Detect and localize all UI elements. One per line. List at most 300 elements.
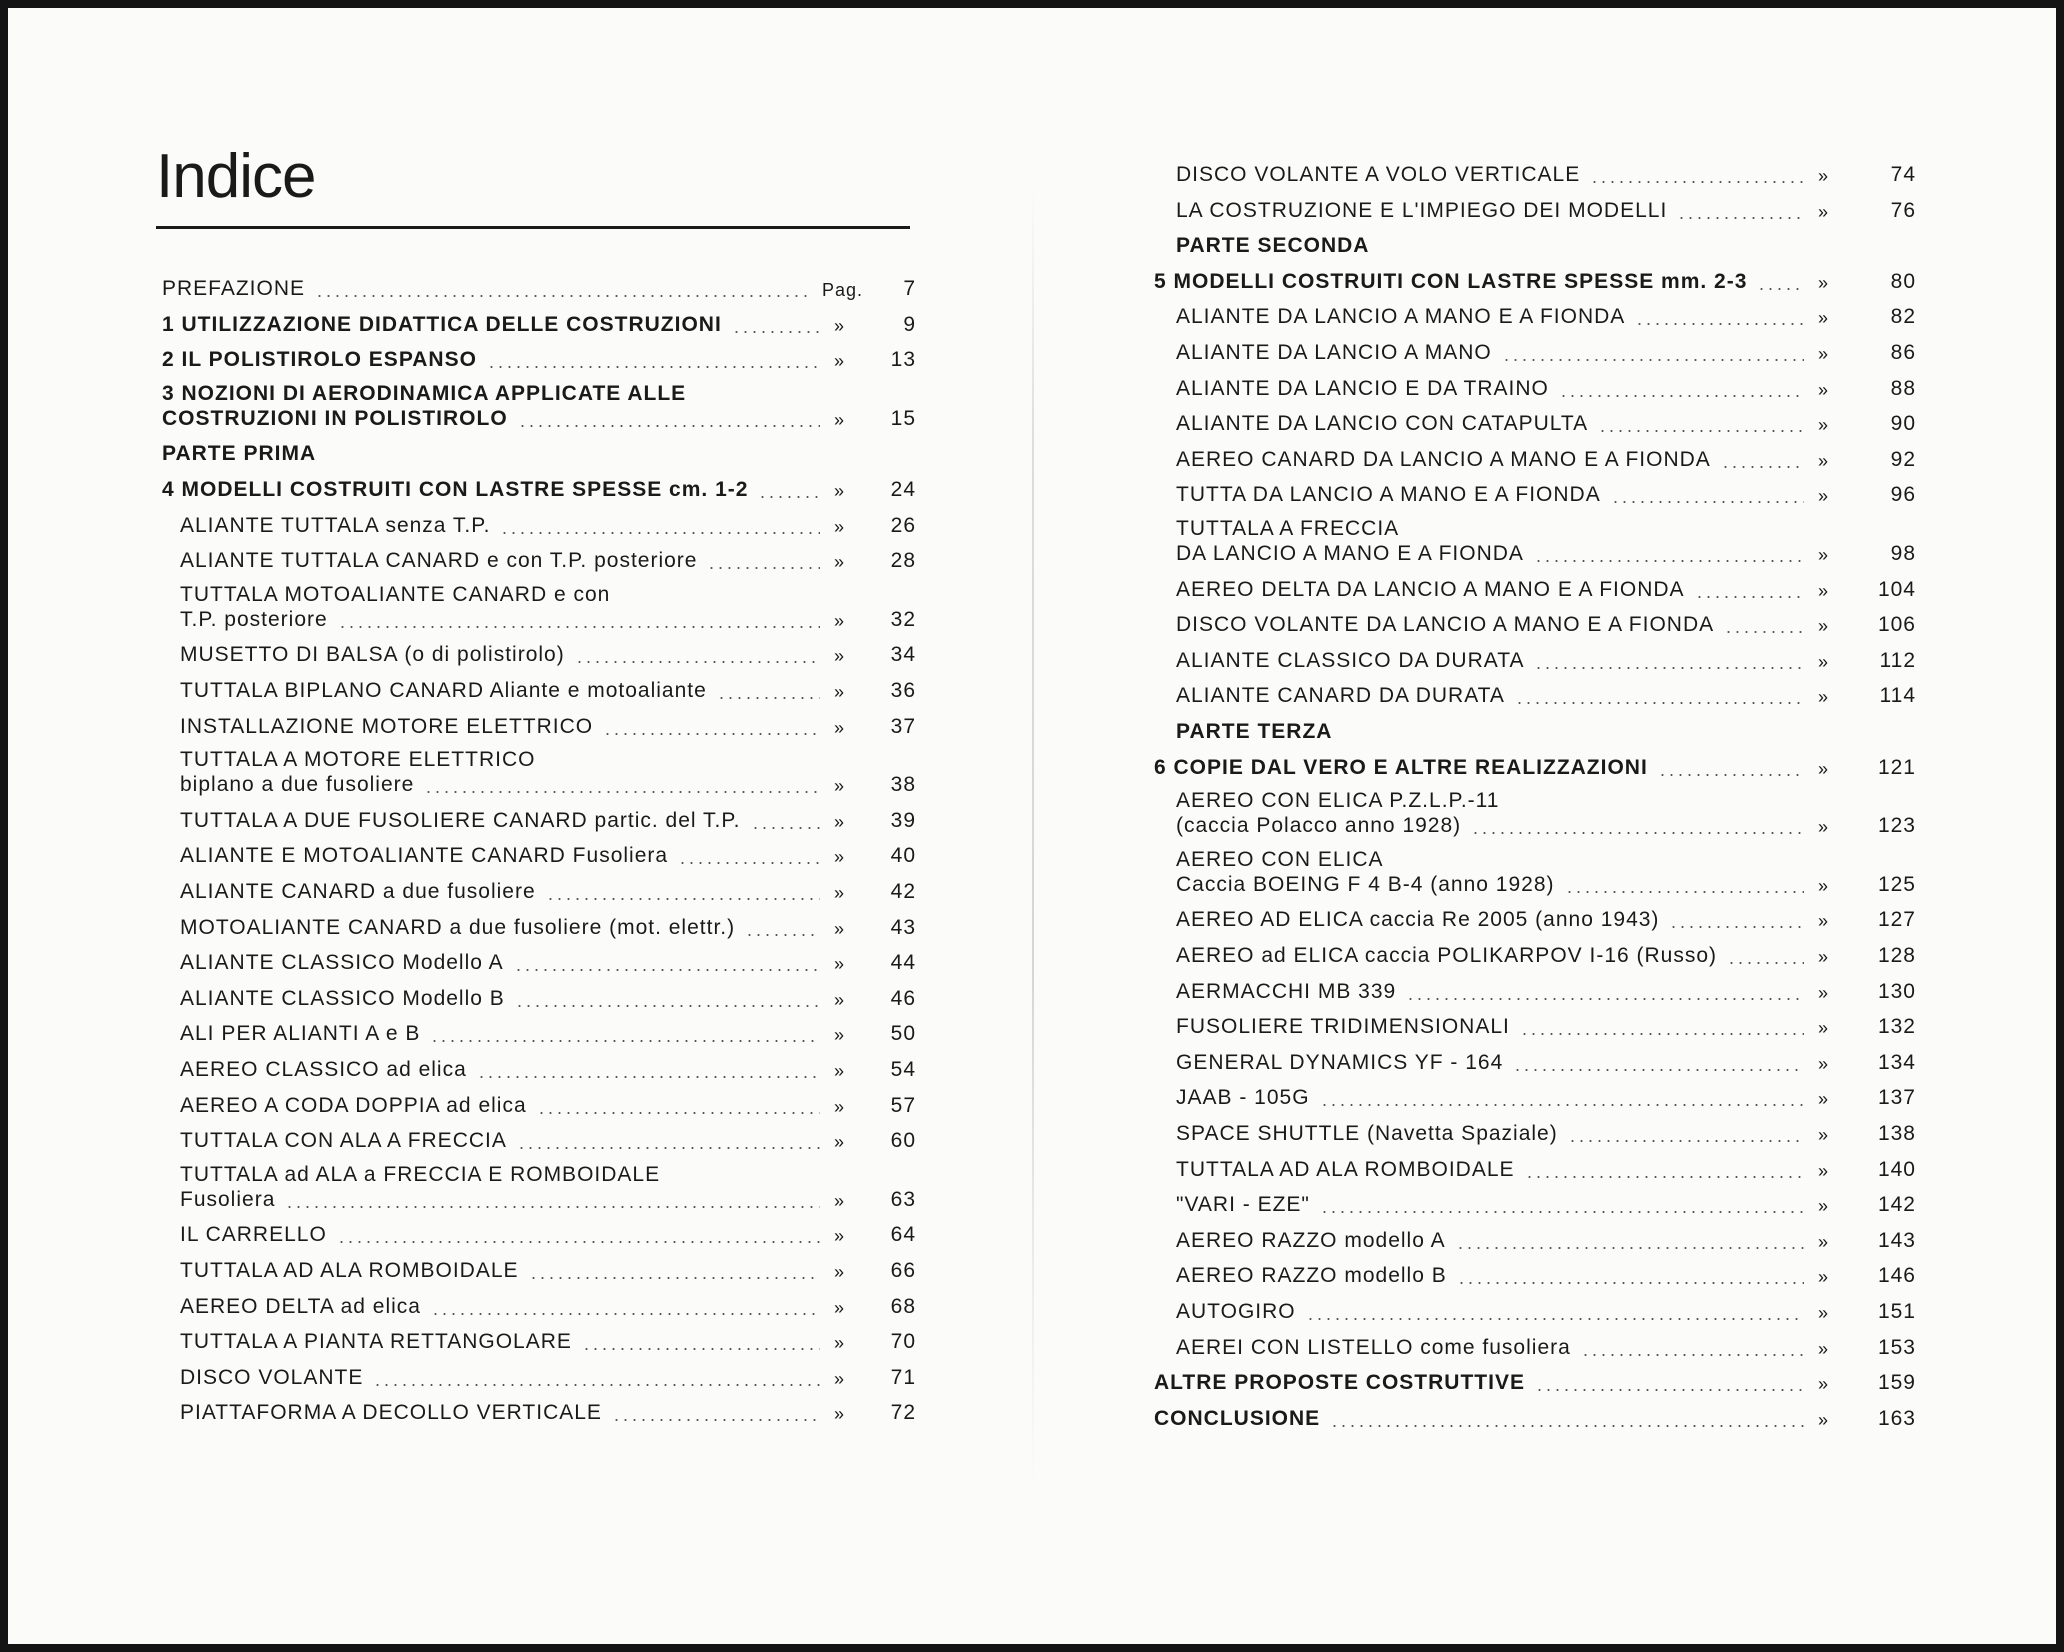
toc-page-number: 72	[890, 1401, 916, 1425]
toc-entry	[162, 805, 916, 833]
toc-ditto-mark: »	[1818, 875, 1830, 896]
toc-entry-title: AERMACCHI MB 339	[1176, 979, 1397, 1003]
toc-ditto-mark: Pag.	[822, 280, 864, 300]
toc-entry-title: DISCO VOLANTE	[180, 1365, 364, 1389]
toc-entry-title: ALIANTE CLASSICO DA DURATA	[1176, 648, 1525, 672]
toc-dot-leader	[717, 697, 820, 699]
toc-page-number: 90	[1890, 412, 1916, 436]
toc-ditto-mark: »	[834, 918, 846, 939]
toc-page-number: 37	[890, 714, 916, 738]
toc-page-number: 123	[1877, 814, 1916, 838]
toc-ditto-mark: »	[1818, 947, 1830, 967]
toc-ditto-mark: »	[834, 1190, 846, 1211]
toc-ditto-mark: »	[834, 883, 846, 903]
toc-entry-title: AEREO CANARD DA LANCIO A MANO E A FIONDA	[1176, 447, 1711, 471]
toc-entry	[1154, 1260, 1916, 1288]
toc-dot-leader	[1471, 832, 1804, 834]
toc-dot-leader	[515, 1005, 820, 1007]
toc-ditto-mark: »	[834, 1297, 846, 1318]
toc-entry	[1154, 373, 1916, 401]
toc-page-number: 7	[903, 277, 916, 300]
toc-entry-title: DISCO VOLANTE DA LANCIO A MANO E A FIONDA	[1176, 613, 1715, 637]
toc-entry	[162, 1162, 916, 1212]
toc-page-number: 82	[1890, 305, 1916, 329]
toc-dot-leader	[1457, 1282, 1804, 1284]
toc-entry-title: ALIANTE CLASSICO Modello B	[180, 986, 505, 1010]
toc-dot-leader	[1525, 1176, 1804, 1178]
toc-entry	[162, 1397, 916, 1425]
toc-ditto-mark: »	[834, 811, 846, 832]
toc-page-number: 96	[1890, 483, 1916, 507]
toc-entry-title: 4 MODELLI COSTRUITI CON LASTRE SPESSE cm. 1-2	[162, 478, 749, 501]
toc-dot-leader	[1598, 430, 1804, 432]
toc-page-number: 114	[1879, 684, 1916, 708]
toc-page-number: 125	[1877, 872, 1916, 896]
toc-dot-leader	[1635, 323, 1804, 325]
toc-entry-title: Fusoliera	[180, 1187, 276, 1211]
toc-ditto-mark: »	[1818, 758, 1830, 779]
toc-entry-title: (caccia Polacco anno 1928)	[1176, 814, 1462, 838]
toc-dot-leader	[582, 1348, 820, 1350]
book-spread	[8, 8, 2056, 1644]
toc-entry-title: "VARI - EZE"	[1176, 1193, 1310, 1217]
toc-entry	[1154, 408, 1916, 436]
toc-entry	[162, 474, 916, 502]
toc-part-heading	[162, 438, 916, 466]
toc-ditto-mark: »	[1818, 1231, 1830, 1252]
toc-ditto-mark: »	[834, 1333, 846, 1354]
toc-page-number: 106	[1877, 613, 1916, 637]
toc-entry-title-line1: 3 NOZIONI DI AERODINAMICA APPLICATE ALLE	[162, 381, 687, 405]
toc-entry-title-line1: TUTTALA ad ALA a FRECCIA E ROMBOIDALE	[180, 1162, 661, 1186]
right-page	[1034, 8, 2056, 1644]
toc-dot-leader	[1669, 926, 1804, 928]
toc-entry	[1154, 1047, 1916, 1075]
toc-entry-title: GENERAL DYNAMICS YF - 164	[1176, 1050, 1504, 1074]
toc-page-number: 98	[1890, 542, 1916, 565]
toc-ditto-mark: »	[1818, 911, 1830, 932]
toc-dot-leader	[514, 969, 820, 971]
toc-ditto-mark: »	[834, 989, 846, 1010]
toc-entry-title: ALIANTE E MOTOALIANTE CANARD Fusoliera	[180, 844, 669, 868]
toc-page-number: 159	[1877, 1371, 1916, 1395]
toc-part-heading-text: PARTE TERZA	[1176, 720, 1333, 743]
toc-entry-title: ALTRE PROPOSTE COSTRUTTIVE	[1154, 1371, 1525, 1395]
toc-entry	[1154, 337, 1916, 365]
toc-entry	[1154, 1154, 1916, 1182]
toc-entry	[1154, 1403, 1916, 1431]
toc-dot-leader	[1502, 359, 1804, 361]
toc-entry-title: ALIANTE CANARD a due fusoliere	[180, 880, 536, 903]
toc-page-number: 130	[1877, 979, 1916, 1003]
toc-page-number: 151	[1877, 1300, 1916, 1323]
toc-entry-title-line1: AEREO CON ELICA P.Z.L.P.-11	[1176, 789, 1500, 813]
toc-page-number: 50	[890, 1022, 916, 1046]
toc-entry-title: TUTTALA CON ALA A FRECCIA	[180, 1129, 507, 1153]
toc-page-number: 39	[890, 808, 916, 832]
toc-page-number: 163	[1877, 1406, 1916, 1430]
toc-entry-title: DA LANCIO A MANO E A FIONDA	[1176, 542, 1524, 565]
toc-page-number: 80	[1890, 269, 1916, 293]
left-page	[8, 8, 1032, 1644]
toc-dot-leader	[1721, 466, 1804, 468]
toc-page-number: 46	[890, 986, 916, 1010]
toc-dot-leader	[1513, 1069, 1804, 1071]
toc-dot-leader	[1406, 998, 1804, 1000]
toc-dot-leader	[1677, 217, 1804, 219]
toc-page-number: 70	[890, 1330, 916, 1354]
toc-ditto-mark: »	[1818, 201, 1830, 222]
toc-page-number: 28	[890, 549, 916, 573]
toc-entry-title: AEREO A CODA DOPPIA ad elica	[180, 1093, 527, 1117]
toc-entry	[1154, 574, 1916, 602]
toc-ditto-mark: »	[1818, 580, 1830, 601]
toc-dot-leader	[707, 567, 820, 569]
toc-page-number: 42	[890, 880, 916, 903]
toc-entry	[162, 309, 916, 337]
toc-ditto-mark: »	[1818, 1267, 1830, 1288]
toc-ditto-mark: »	[834, 1061, 846, 1081]
toc-page-number: 57	[890, 1093, 916, 1117]
toc-entry-title: ALIANTE CLASSICO Modello A	[180, 951, 504, 975]
toc-entry	[1154, 517, 1916, 566]
page-title: Indice	[156, 142, 316, 211]
toc-page-number: 32	[890, 607, 916, 631]
toc-entry	[162, 1362, 916, 1390]
toc-dot-leader	[1320, 1104, 1804, 1106]
toc-dot-leader	[732, 331, 820, 333]
toc-entry-title: 6 COPIE DAL VERO E ALTRE REALIZZAZIONI	[1154, 755, 1648, 779]
toc-entry	[162, 273, 916, 301]
toc-page-number: 127	[1877, 908, 1916, 932]
toc-page-number: 132	[1877, 1015, 1916, 1039]
toc-dot-leader	[1757, 288, 1804, 290]
toc-entry	[162, 1326, 916, 1354]
toc-entry	[1154, 1225, 1916, 1253]
toc-dot-leader	[1520, 1033, 1804, 1035]
toc-entry	[162, 639, 916, 667]
toc-entry	[1154, 1082, 1916, 1110]
toc-entry-title: TUTTALA AD ALA ROMBOIDALE	[180, 1259, 519, 1282]
toc-page-number: 24	[890, 478, 916, 501]
toc-ditto-mark: »	[834, 481, 846, 501]
toc-dot-leader	[546, 898, 820, 900]
toc-ditto-mark: »	[834, 516, 846, 537]
toc-entry-title: AEREO CLASSICO ad elica	[180, 1058, 467, 1081]
toc-ditto-mark: »	[1818, 486, 1830, 507]
toc-entry	[162, 1054, 916, 1082]
toc-entry-title: ALI PER ALIANTI A e B	[180, 1022, 421, 1046]
toc-page-number: 112	[1879, 648, 1916, 672]
toc-ditto-mark: »	[834, 646, 846, 667]
toc-ditto-mark: »	[1818, 982, 1830, 1003]
toc-dot-leader	[1456, 1247, 1804, 1249]
toc-dot-leader	[1320, 1211, 1804, 1213]
toc-entry	[162, 748, 916, 797]
toc-entry-title-line1: AEREO CON ELICA	[1176, 847, 1384, 871]
toc-ditto-mark: »	[1818, 1303, 1830, 1323]
toc-page-number: 142	[1877, 1193, 1916, 1217]
toc-ditto-mark: »	[834, 1226, 846, 1247]
toc-entry-title: AEREO DELTA DA LANCIO A MANO E A FIONDA	[1176, 577, 1685, 601]
toc-ditto-mark: »	[1818, 687, 1830, 708]
toc-entry-title: ALIANTE TUTTALA CANARD e con T.P. posteriore	[180, 549, 698, 573]
toc-dot-leader	[612, 1419, 820, 1421]
toc-entry	[162, 381, 916, 431]
toc-dot-leader	[1535, 1389, 1804, 1391]
toc-ditto-mark: »	[834, 1368, 846, 1389]
toc-dot-leader	[1611, 501, 1804, 503]
toc-dot-leader	[500, 532, 820, 534]
toc-dot-leader	[1727, 962, 1804, 964]
toc-ditto-mark: »	[1818, 272, 1830, 293]
toc-dot-leader	[430, 1040, 820, 1042]
toc-dot-leader	[431, 1313, 820, 1315]
toc-entry-title: PREFAZIONE	[162, 277, 306, 300]
toc-entry-title: Caccia BOEING F 4 B-4 (anno 1928)	[1176, 872, 1555, 896]
toc-entry	[1154, 159, 1916, 187]
toc-page-number: 68	[890, 1294, 916, 1318]
toc-entry-title: CONCLUSIONE	[1154, 1406, 1321, 1430]
toc-entry	[1154, 1011, 1916, 1039]
toc-entry	[162, 582, 916, 632]
toc-entry-title: AEREO RAZZO modello A	[1176, 1228, 1446, 1252]
toc-page-number: 140	[1877, 1157, 1916, 1181]
toc-entry	[162, 983, 916, 1011]
toc-ditto-mark: »	[1818, 1089, 1830, 1110]
toc-entry-title-line1: TUTTALA A MOTORE ELETTRICO	[180, 748, 536, 772]
toc-ditto-mark: »	[834, 717, 846, 738]
toc-dot-leader	[477, 1076, 820, 1078]
toc-entry	[1154, 1332, 1916, 1360]
toc-entry	[1154, 266, 1916, 294]
toc-dot-leader	[1658, 774, 1804, 776]
toc-page-number: 13	[890, 348, 916, 372]
toc-entry-title: 5 MODELLI COSTRUITI CON LASTRE SPESSE mm. 2-3	[1154, 269, 1748, 293]
toc-dot-leader	[1534, 560, 1804, 562]
toc-entry	[162, 840, 916, 868]
toc-entry	[1154, 609, 1916, 637]
toc-ditto-mark: »	[834, 1132, 846, 1153]
toc-ditto-mark: »	[1818, 1160, 1830, 1181]
toc-entry-title: 2 IL POLISTIROLO ESPANSO	[162, 348, 477, 372]
toc-dot-leader	[745, 934, 820, 936]
toc-page-number: 44	[890, 951, 916, 975]
toc-entry	[1154, 1118, 1916, 1146]
toc-part-heading	[1154, 716, 1916, 744]
toc-entry	[1154, 444, 1916, 472]
toc-entry-title: AEREO ad ELICA caccia POLIKARPOV I-16 (Russo)	[1176, 944, 1718, 967]
toc-page-number: 60	[890, 1129, 916, 1153]
toc-entry	[162, 1219, 916, 1247]
toc-page-number: 36	[890, 679, 916, 702]
toc-entry	[1154, 1189, 1916, 1217]
toc-entry-title-line1: TUTTALA MOTOALIANTE CANARD e con	[180, 582, 611, 606]
toc-entry-title: ALIANTE DA LANCIO A MANO E A FIONDA	[1176, 305, 1626, 329]
toc-page-number: 92	[1890, 447, 1916, 471]
toc-page-number: 134	[1877, 1050, 1916, 1074]
toc-entry-title: ALIANTE DA LANCIO CON CATAPULTA	[1176, 412, 1589, 436]
toc-dot-leader	[1565, 891, 1805, 893]
toc-page-number: 137	[1877, 1086, 1916, 1110]
toc-ditto-mark: »	[834, 610, 846, 631]
toc-ditto-mark: »	[834, 1096, 846, 1117]
toc-entry-title: AUTOGIRO	[1176, 1300, 1296, 1323]
toc-ditto-mark: »	[1818, 651, 1830, 672]
toc-ditto-mark: »	[834, 682, 846, 702]
toc-dot-leader	[1306, 1318, 1804, 1320]
toc-ditto-mark: »	[834, 409, 846, 430]
toc-ditto-mark: »	[1818, 1338, 1830, 1359]
toc-ditto-mark: »	[834, 1025, 846, 1046]
toc-page-number: 146	[1877, 1264, 1916, 1288]
toc-entry-title: INSTALLAZIONE MOTORE ELETTRICO	[180, 714, 594, 738]
toc-page-number: 88	[1890, 376, 1916, 400]
toc-entry	[162, 876, 916, 904]
toc-entry	[162, 912, 916, 940]
toc-entry	[1154, 680, 1916, 708]
toc-entry-title: DISCO VOLANTE A VOLO VERTICALE	[1176, 163, 1581, 186]
toc-ditto-mark: »	[1818, 1374, 1830, 1395]
toc-dot-leader	[1534, 667, 1804, 669]
toc-entry	[1154, 940, 1916, 968]
toc-entry	[1154, 301, 1916, 329]
toc-page-number: 15	[890, 406, 916, 430]
toc-dot-leader	[1590, 181, 1804, 183]
toc-dot-leader	[517, 1147, 820, 1149]
toc-dot-leader	[603, 733, 820, 735]
toc-entry-title: ALIANTE TUTTALA senza T.P.	[180, 513, 491, 537]
toc-entry	[162, 711, 916, 739]
toc-entry-title-line1: TUTTALA A FRECCIA	[1176, 517, 1400, 540]
toc-ditto-mark: »	[1818, 1053, 1830, 1074]
toc-ditto-mark: »	[834, 315, 846, 336]
toc-dot-leader	[1724, 631, 1804, 633]
toc-ditto-mark: »	[1818, 1018, 1830, 1039]
toc-page-number: 64	[890, 1223, 916, 1247]
toc-entry-title: LA COSTRUZIONE E L'IMPIEGO DEI MODELLI	[1176, 198, 1668, 222]
toc-dot-leader	[1695, 596, 1804, 598]
toc-ditto-mark: »	[1818, 450, 1830, 471]
toc-dot-leader	[337, 1241, 820, 1243]
toc-ditto-mark: »	[1818, 1409, 1830, 1430]
toc-entry	[1154, 752, 1916, 780]
toc-ditto-mark: »	[1818, 308, 1830, 329]
toc-ditto-mark: »	[834, 1262, 846, 1282]
toc-ditto-mark: »	[1818, 415, 1830, 436]
toc-page-number: 138	[1877, 1122, 1916, 1145]
toc-dot-leader	[1581, 1354, 1804, 1356]
toc-entry-title: JAAB - 105G	[1176, 1086, 1310, 1110]
toc-dot-leader	[373, 1384, 820, 1386]
toc-ditto-mark: »	[1818, 166, 1830, 186]
toc-entry	[1154, 976, 1916, 1004]
toc-ditto-mark: »	[834, 552, 846, 573]
toc-entry-title: AEREO RAZZO modello B	[1176, 1264, 1447, 1288]
toc-dot-leader	[678, 862, 820, 864]
toc-dot-leader	[1568, 1140, 1804, 1142]
toc-part-heading-text: PARTE PRIMA	[162, 442, 317, 466]
toc-ditto-mark: »	[834, 351, 846, 372]
toc-entry	[1154, 847, 1916, 897]
toc-ditto-mark: »	[1818, 1125, 1830, 1145]
toc-page-number: 43	[890, 915, 916, 939]
toc-entry-title: TUTTALA A DUE FUSOLIERE CANARD partic. del T.P.	[180, 808, 741, 832]
toc-entry-title: COSTRUZIONI IN POLISTIROLO	[162, 406, 508, 430]
toc-dot-leader	[575, 661, 820, 663]
toc-entry	[162, 545, 916, 573]
toc-ditto-mark: »	[1818, 616, 1830, 637]
toc-entry-title: AEREO AD ELICA caccia Re 2005 (anno 1943)	[1176, 908, 1660, 932]
toc-entry	[162, 675, 916, 703]
toc-page-number: 9	[903, 312, 916, 336]
toc-page-number: 104	[1877, 577, 1916, 601]
toc-ditto-mark: »	[834, 1404, 846, 1425]
toc-entry	[1154, 1296, 1916, 1324]
toc-entry	[1154, 1367, 1916, 1395]
toc-entry	[1154, 789, 1916, 838]
toc-ditto-mark: »	[834, 776, 846, 797]
toc-entry-title: MUSETTO DI BALSA (o di polistirolo)	[180, 643, 565, 667]
toc-entry-title: AEREI CON LISTELLO come fusoliera	[1176, 1335, 1571, 1359]
toc-ditto-mark: »	[834, 954, 846, 975]
toc-ditto-mark: »	[834, 847, 846, 868]
toc-dot-leader	[338, 626, 820, 628]
toc-page-number: 128	[1877, 944, 1916, 967]
toc-entry-title: ALIANTE DA LANCIO A MANO	[1176, 341, 1492, 364]
toc-dot-leader	[529, 1277, 820, 1279]
toc-entry	[1154, 645, 1916, 673]
toc-page-number: 143	[1877, 1228, 1916, 1252]
toc-dot-leader	[1330, 1425, 1804, 1427]
toc-entry-title: TUTTALA BIPLANO CANARD Aliante e motoaliante	[180, 679, 707, 702]
toc-dot-leader	[537, 1112, 820, 1114]
toc-entry-title: TUTTA DA LANCIO A MANO E A FIONDA	[1176, 483, 1601, 507]
toc-page-number: 26	[890, 513, 916, 537]
toc-dot-leader	[1515, 702, 1804, 704]
title-rule	[156, 226, 910, 229]
toc-entry	[162, 1255, 916, 1283]
toc-entry-title: ALIANTE CANARD DA DURATA	[1176, 684, 1505, 708]
toc-page-number: 63	[890, 1187, 916, 1211]
toc-ditto-mark: »	[1818, 379, 1830, 400]
toc-entry	[162, 1018, 916, 1046]
toc-dot-leader	[424, 791, 820, 793]
toc-entry-title: MOTOALIANTE CANARD a due fusoliere (mot. elettr.)	[180, 915, 736, 939]
toc-entry-title: T.P. posteriore	[180, 607, 328, 631]
toc-page-number: 74	[1890, 163, 1916, 186]
toc-page-number: 153	[1877, 1335, 1916, 1359]
toc-ditto-mark: »	[1818, 1196, 1830, 1217]
toc-entry-title: TUTTALA AD ALA ROMBOIDALE	[1176, 1157, 1515, 1181]
toc-dot-leader	[487, 366, 820, 368]
toc-ditto-mark: »	[1818, 817, 1830, 838]
toc-ditto-mark: »	[1818, 344, 1830, 364]
toc-page-number: 38	[890, 773, 916, 797]
toc-page-number: 40	[890, 844, 916, 868]
toc-entry	[1154, 195, 1916, 223]
toc-page-number: 34	[890, 643, 916, 667]
toc-entry-title: FUSOLIERE TRIDIMENSIONALI	[1176, 1015, 1510, 1039]
toc-entry-title: AEREO DELTA ad elica	[180, 1294, 421, 1318]
toc-dot-leader	[1559, 395, 1804, 397]
toc-dot-leader	[751, 827, 821, 829]
toc-dot-leader	[518, 425, 820, 427]
toc-entry-title: IL CARRELLO	[180, 1223, 327, 1247]
toc-ditto-mark: »	[1818, 545, 1830, 565]
toc-entry	[162, 1125, 916, 1153]
toc-entry	[162, 947, 916, 975]
